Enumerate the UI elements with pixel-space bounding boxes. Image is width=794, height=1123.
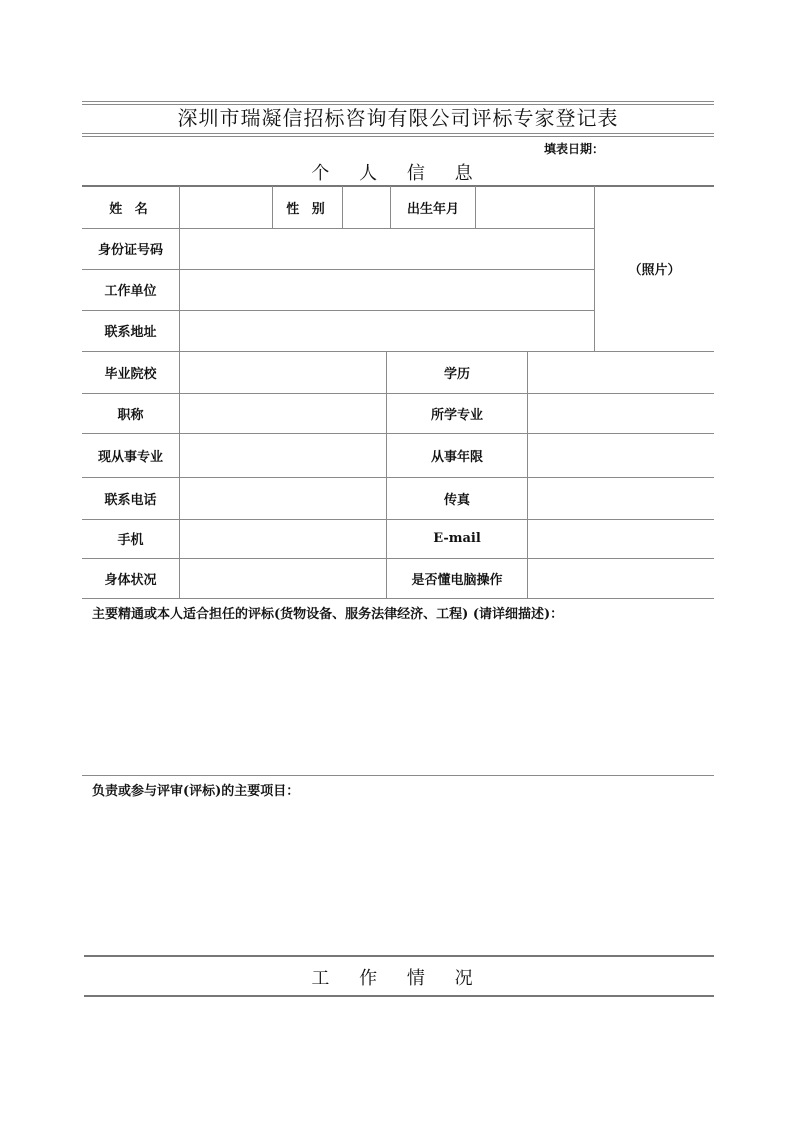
label-email: E-mail	[433, 531, 481, 546]
title-rule-top-1	[82, 101, 714, 102]
label-major: 所学专业	[430, 407, 483, 423]
school-field[interactable]	[180, 351, 386, 393]
email-field[interactable]	[528, 519, 714, 558]
fax-field[interactable]	[528, 477, 714, 519]
label-title: 职称	[117, 407, 144, 423]
label-phone: 联系电话	[104, 492, 157, 508]
label-id-number: 身份证号码	[97, 243, 163, 258]
education-field[interactable]	[528, 351, 714, 393]
expertise-label: 主要精通或本人适合担任的评标(货物设备、服务法律经济、工程) (请详细描述)：	[92, 607, 564, 622]
expertise-field[interactable]	[82, 622, 714, 774]
label-fax: 传真	[443, 492, 470, 508]
label-health: 身体状况	[104, 572, 157, 588]
work-section-rule-top	[84, 955, 714, 957]
label-address: 联系地址	[104, 325, 157, 340]
years-field[interactable]	[528, 433, 714, 477]
gender-field[interactable]	[343, 186, 390, 228]
phone-field[interactable]	[180, 477, 386, 519]
mobile-field[interactable]	[180, 519, 386, 558]
projects-field[interactable]	[82, 800, 714, 950]
health-field[interactable]	[180, 558, 386, 598]
projects-label: 负责或参与评审(评标)的主要项目：	[92, 784, 300, 799]
id-number-field[interactable]	[180, 228, 594, 269]
address-field[interactable]	[180, 310, 594, 351]
label-current-major: 现从事专业	[97, 449, 163, 465]
name-field[interactable]	[180, 186, 272, 228]
label-work-unit: 工作单位	[104, 284, 157, 299]
row-line	[82, 598, 714, 599]
computer-field[interactable]	[528, 558, 714, 598]
label-name: 姓 名	[109, 201, 152, 217]
section-personal-info: 个 人 信 息	[311, 163, 485, 184]
current-major-field[interactable]	[180, 433, 386, 477]
work-unit-field[interactable]	[180, 269, 594, 310]
label-birth: 出生年月	[406, 201, 459, 217]
label-years: 从事年限	[430, 449, 483, 465]
major-field[interactable]	[528, 393, 714, 433]
title-field[interactable]	[180, 393, 386, 433]
photo-placeholder[interactable]: （照片）	[628, 263, 681, 278]
birth-field[interactable]	[476, 186, 594, 228]
label-school: 毕业院校	[104, 366, 157, 382]
fill-date-label: 填表日期：	[544, 142, 605, 156]
label-computer: 是否懂电脑操作	[411, 572, 503, 588]
form-title: 深圳市瑞凝信招标咨询有限公司评标专家登记表	[177, 106, 619, 130]
section-work: 工 作 情 况	[311, 968, 485, 989]
label-education: 学历	[443, 366, 470, 382]
work-section-rule-bottom	[84, 995, 714, 997]
row-line	[82, 775, 714, 776]
label-mobile: 手机	[117, 533, 144, 548]
title-rule-bottom-1	[82, 133, 714, 134]
label-gender: 性 别	[286, 201, 329, 217]
title-rule-bottom-2	[82, 136, 714, 137]
